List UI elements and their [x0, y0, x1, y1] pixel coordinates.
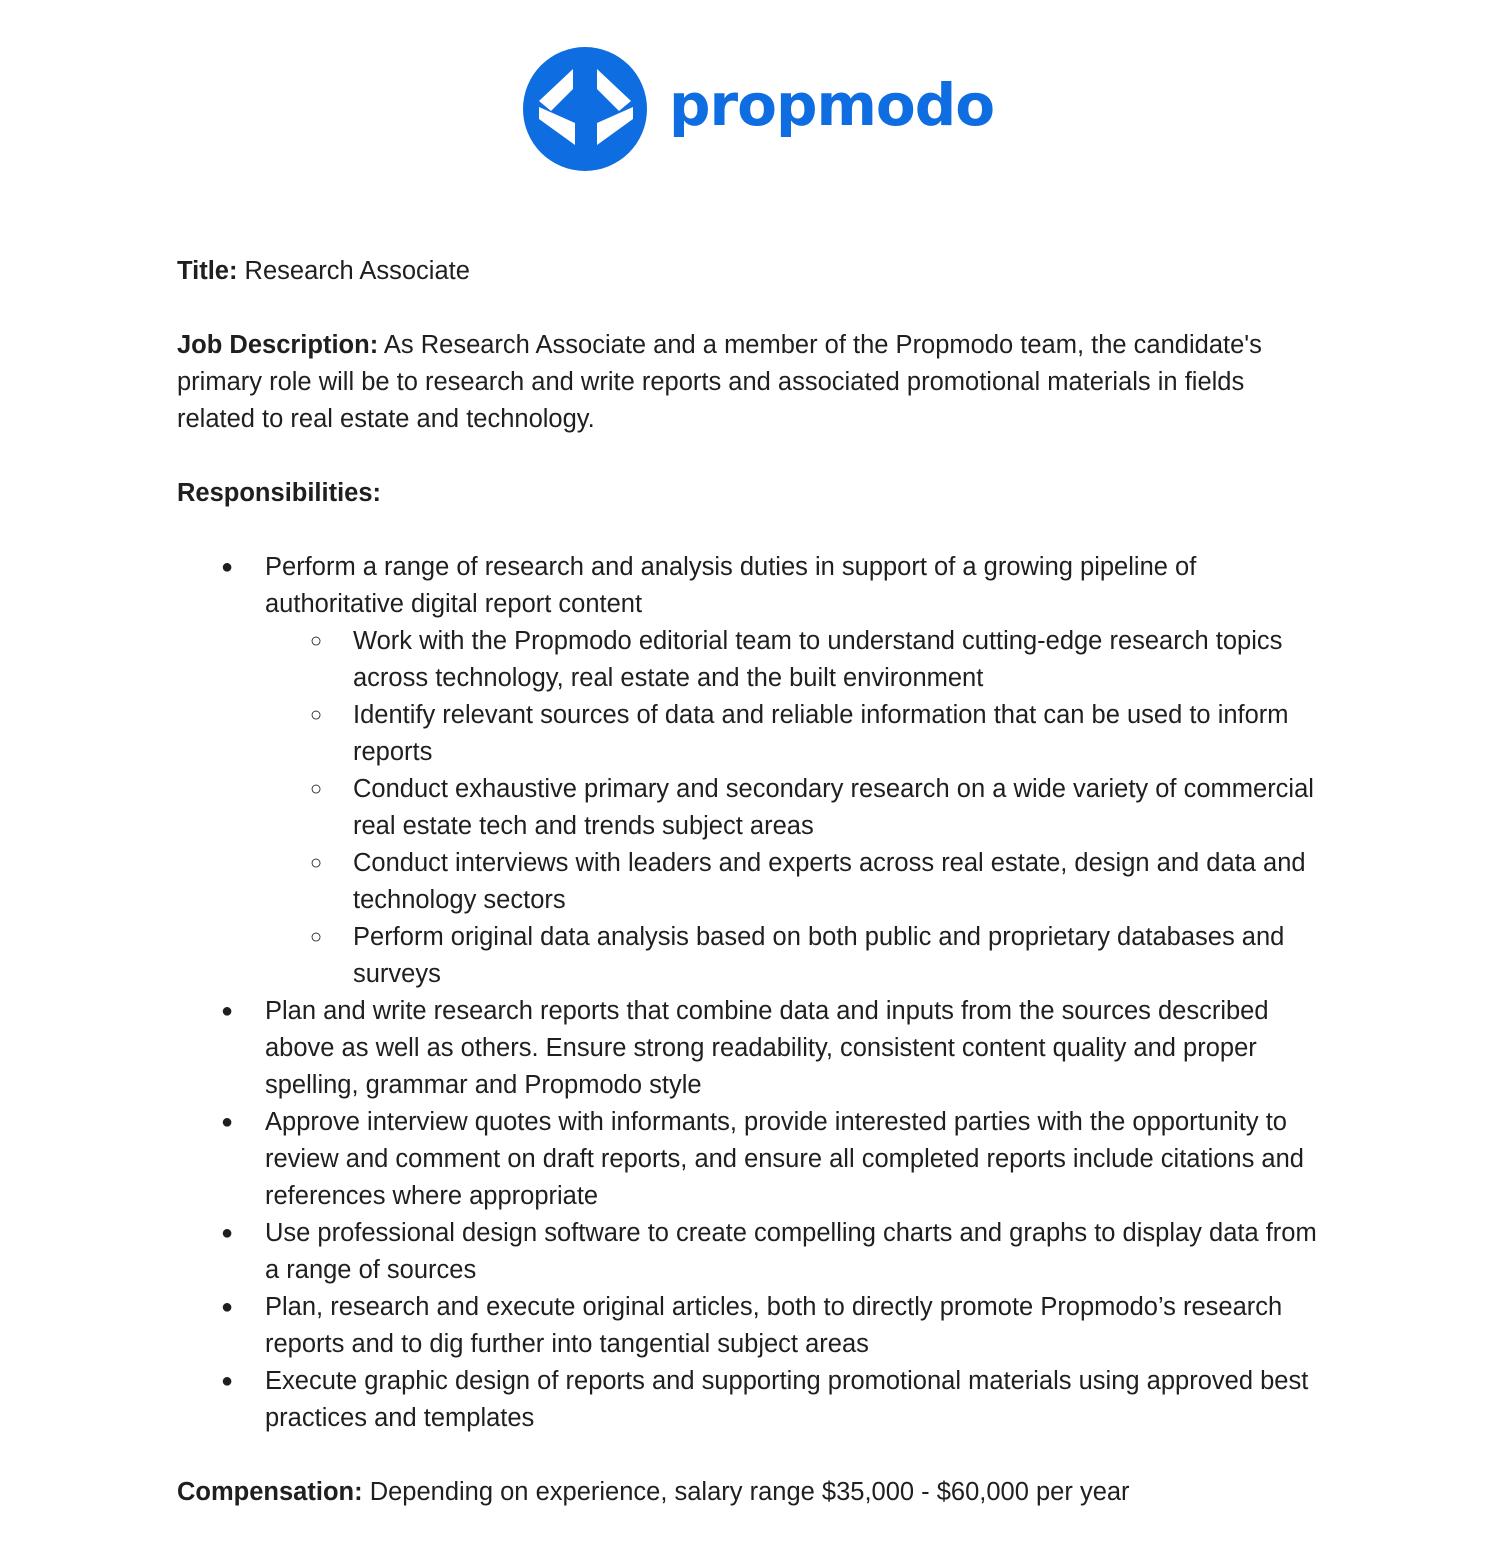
title-line: Title: Research Associate — [177, 257, 470, 285]
job-title: Research Associate — [244, 257, 470, 285]
sub-list-item: ○ Identify relevant sources of data and reliable information that can be used to inform reports — [177, 697, 1327, 771]
job-posting — [177, 253, 1327, 1548]
sub-list-item: ○ Perform original data analysis based on both public and proprietary databases and surveys — [177, 919, 1327, 993]
responsibilities-heading: Responsibilities: — [177, 479, 382, 507]
list-item: ● Perform a range of research and analysis duties in support of a growing pipeline of authoritative digital report content ○ Work with the Propmodo editorial team to understand cutting-edge research topics across technology, real estate and the built environment ○ Identify relevant sources of data and reliable information that can be used to inform reports ○ Conduct exhaustive primary and secondary research on a wide variety of commercial real estate tech and trends subject areas ○ Conduct interviews with leaders and experts across real estate, design and data and technology sectors ○ Perform original data analysis based on both public and proprietary databases and surveys — [177, 549, 1327, 993]
list-item: ● Approve interview quotes with informants, provide interested parties with the opportunity to review and comment on draft reports, and ensure all completed reports include citations and references where appropriate — [177, 1104, 1327, 1215]
sub-list-item: ○ Conduct exhaustive primary and secondary research on a wide variety of commercial real estate tech and trends subject areas — [177, 771, 1327, 845]
sub-list — [265, 623, 1327, 993]
list-item: ● Use professional design software to create compelling charts and graphs to display data from a range of sources — [177, 1215, 1327, 1289]
compensation: Compensation: Depending on experience, salary range $35,000 - $60,000 per year — [177, 1478, 1130, 1506]
job-description: Job Description: As Research Associate and a member of the Propmodo team, the candidate's primary role will be to research and write reports and associated promotional materials in fields related to real estate and technology. — [177, 331, 1262, 433]
propmodo-logo-mark-icon — [523, 47, 647, 171]
propmodo-logo — [523, 47, 994, 171]
list-item: ● Plan and write research reports that combine data and inputs from the sources described above as well as others. Ensure strong readability, consistent content quality and proper spelling, grammar and Propmodo style — [177, 993, 1327, 1104]
sub-list-item: ○ Conduct interviews with leaders and experts across real estate, design and data and technology sectors — [177, 845, 1327, 919]
propmodo-wordmark: propmodo — [669, 71, 995, 139]
list-item: ● Execute graphic design of reports and supporting promotional materials using approved best practices and templates — [177, 1363, 1327, 1437]
list-item: ● Plan, research and execute original articles, both to directly promote Propmodo’s research reports and to dig further into tangential subject areas — [177, 1289, 1327, 1363]
sub-list-item: ○ Work with the Propmodo editorial team to understand cutting-edge research topics across technology, real estate and the built environment — [177, 623, 1327, 697]
responsibilities-list — [177, 549, 1327, 1437]
